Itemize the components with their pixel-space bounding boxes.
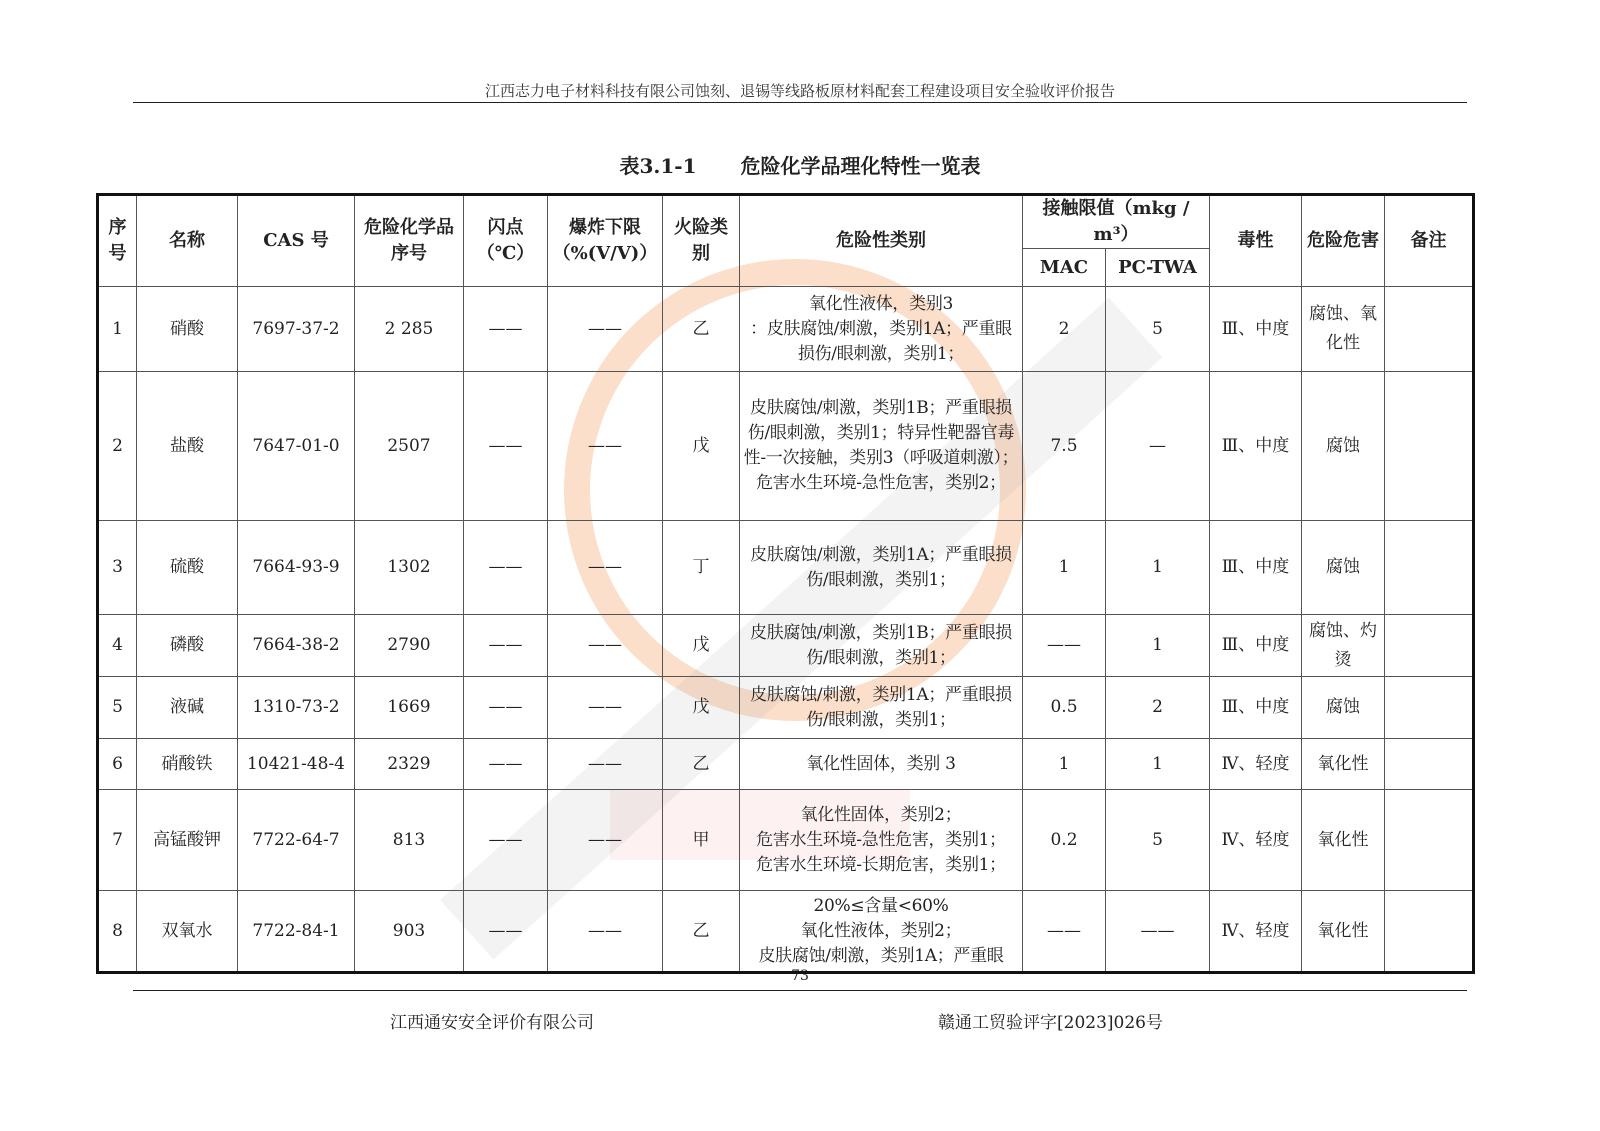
cell-harm: 腐蚀 (1302, 677, 1385, 739)
cell-hazno: 903 (355, 891, 464, 973)
cell-fire: 乙 (663, 287, 740, 372)
cell-cas: 7664-93-9 (238, 521, 355, 615)
cell-fire: 戊 (663, 372, 740, 521)
cell-hazcat: 20%≤含量<60% 氧化性液体，类别2； 皮肤腐蚀/刺激，类别1A；严重眼 (740, 891, 1023, 973)
cell-tox: Ⅳ、轻度 (1210, 739, 1302, 790)
table-title (0, 150, 1600, 179)
running-header: 江西志力电子材料科技有限公司蚀刻、退锡等线路板原材料配套工程建设项目安全验收评价报告 (484, 82, 1115, 100)
cell-mac: 1 (1023, 521, 1106, 615)
cell-flash: —— (464, 287, 548, 372)
cell-explo: —— (548, 739, 663, 790)
cell-mac: 1 (1023, 739, 1106, 790)
col-hazcat: 危险性类别 (740, 195, 1023, 287)
table-number: 表3.1-1 (619, 154, 697, 178)
cell-hazcat: 氧化性液体，类别3 ：皮肤腐蚀/刺激，类别1A；严重眼损伤/眼刺激，类别1； (740, 287, 1023, 372)
cell-mac: 0.2 (1023, 790, 1106, 891)
cell-hazcat: 皮肤腐蚀/刺激，类别1B；严重眼损伤/眼刺激，类别1； (740, 615, 1023, 677)
cell-seq: 5 (98, 677, 137, 739)
cell-cas: 7722-84-1 (238, 891, 355, 973)
cell-name: 硝酸 (137, 287, 238, 372)
col-flash: 闪点（℃） (464, 195, 548, 287)
cell-hazno: 2329 (355, 739, 464, 790)
cell-tox: Ⅳ、轻度 (1210, 790, 1302, 891)
cell-pctwa: 2 (1106, 677, 1210, 739)
cell-tox: Ⅳ、轻度 (1210, 891, 1302, 973)
cell-hazno: 2507 (355, 372, 464, 521)
table-row (98, 790, 1474, 891)
cell-seq: 1 (98, 287, 137, 372)
cell-hazno: 813 (355, 790, 464, 891)
cell-pctwa: 5 (1106, 287, 1210, 372)
footer-docno: 赣通工贸验评字[2023]026号 (938, 1013, 1163, 1033)
cell-name: 硫酸 (137, 521, 238, 615)
cell-seq: 3 (98, 521, 137, 615)
cell-note (1385, 790, 1474, 891)
header-rule (133, 102, 1467, 103)
cell-tox: Ⅲ、中度 (1210, 615, 1302, 677)
cell-fire: 乙 (663, 891, 740, 973)
table-row (98, 287, 1474, 372)
cell-explo: —— (548, 615, 663, 677)
col-seq: 序号 (98, 195, 137, 287)
col-name: 名称 (137, 195, 238, 287)
cell-hazcat: 氧化性固体，类别2； 危害水生环境-急性危害，类别1； 危害水生环境-长期危害，类别1； (740, 790, 1023, 891)
cell-name: 盐酸 (137, 372, 238, 521)
cell-flash: —— (464, 790, 548, 891)
col-fire: 火险类别 (663, 195, 740, 287)
cell-hazcat: 皮肤腐蚀/刺激，类别1A；严重眼损伤/眼刺激，类别1； (740, 521, 1023, 615)
cell-fire: 甲 (663, 790, 740, 891)
table-row (98, 739, 1474, 790)
cell-mac: 2 (1023, 287, 1106, 372)
footer-rule (133, 990, 1467, 991)
col-limit: 接触限值（mkg / m³） (1023, 195, 1210, 249)
col-cas: CAS 号 (238, 195, 355, 287)
cell-harm: 腐蚀、氧化性 (1302, 287, 1385, 372)
cell-cas: 7697-37-2 (238, 287, 355, 372)
cell-explo: —— (548, 677, 663, 739)
cell-tox: Ⅲ、中度 (1210, 287, 1302, 372)
cell-note (1385, 372, 1474, 521)
table-row (98, 891, 1474, 973)
cell-pctwa: — (1106, 372, 1210, 521)
cell-hazcat: 皮肤腐蚀/刺激，类别1A；严重眼损伤/眼刺激，类别1； (740, 677, 1023, 739)
cell-hazno: 1302 (355, 521, 464, 615)
cell-mac: —— (1023, 615, 1106, 677)
cell-explo: —— (548, 287, 663, 372)
chemical-properties-table (96, 193, 1475, 974)
cell-harm: 氧化性 (1302, 739, 1385, 790)
cell-cas: 7664-38-2 (238, 615, 355, 677)
cell-flash: —— (464, 677, 548, 739)
cell-name: 双氧水 (137, 891, 238, 973)
cell-flash: —— (464, 615, 548, 677)
cell-pctwa: —— (1106, 891, 1210, 973)
cell-hazcat: 氧化性固体，类别 3 (740, 739, 1023, 790)
cell-harm: 腐蚀 (1302, 372, 1385, 521)
cell-tox: Ⅲ、中度 (1210, 521, 1302, 615)
cell-note (1385, 739, 1474, 790)
footer-company: 江西通安安全评价有限公司 (390, 1013, 594, 1033)
table-row (98, 615, 1474, 677)
cell-name: 高锰酸钾 (137, 790, 238, 891)
cell-harm: 腐蚀 (1302, 521, 1385, 615)
cell-tox: Ⅲ、中度 (1210, 677, 1302, 739)
cell-pctwa: 5 (1106, 790, 1210, 891)
cell-hazno: 1669 (355, 677, 464, 739)
cell-note (1385, 677, 1474, 739)
cell-mac: —— (1023, 891, 1106, 973)
cell-hazno: 2790 (355, 615, 464, 677)
cell-cas: 10421-48-4 (238, 739, 355, 790)
cell-note (1385, 891, 1474, 973)
cell-seq: 8 (98, 891, 137, 973)
cell-fire: 丁 (663, 521, 740, 615)
col-tox: 毒性 (1210, 195, 1302, 287)
cell-seq: 7 (98, 790, 137, 891)
cell-mac: 7.5 (1023, 372, 1106, 521)
cell-fire: 戊 (663, 615, 740, 677)
cell-tox: Ⅲ、中度 (1210, 372, 1302, 521)
cell-cas: 1310-73-2 (238, 677, 355, 739)
cell-name: 液碱 (137, 677, 238, 739)
cell-explo: —— (548, 372, 663, 521)
page-number: 73 (791, 968, 809, 984)
col-note: 备注 (1385, 195, 1474, 287)
cell-name: 硝酸铁 (137, 739, 238, 790)
cell-flash: —— (464, 521, 548, 615)
cell-name: 磷酸 (137, 615, 238, 677)
cell-harm: 腐蚀、灼烫 (1302, 615, 1385, 677)
table-row (98, 677, 1474, 739)
cell-cas: 7722-64-7 (238, 790, 355, 891)
col-explo: 爆炸下限（%(V/V)） (548, 195, 663, 287)
cell-pctwa: 1 (1106, 615, 1210, 677)
table-row (98, 372, 1474, 521)
col-hazno: 危险化学品序号 (355, 195, 464, 287)
table-caption: 危险化学品理化特性一览表 (740, 154, 981, 178)
cell-hazcat: 皮肤腐蚀/刺激，类别1B；严重眼损伤/眼刺激，类别1；特异性靶器官毒性-一次接触，类别3（呼吸道刺激）；危害水生环境-急性危害，类别2； (740, 372, 1023, 521)
col-harm: 危险危害 (1302, 195, 1385, 287)
cell-harm: 氧化性 (1302, 891, 1385, 973)
cell-flash: —— (464, 372, 548, 521)
cell-pctwa: 1 (1106, 739, 1210, 790)
cell-seq: 6 (98, 739, 137, 790)
cell-explo: —— (548, 521, 663, 615)
cell-hazno: 2 285 (355, 287, 464, 372)
cell-flash: —— (464, 739, 548, 790)
cell-pctwa: 1 (1106, 521, 1210, 615)
table-row (98, 521, 1474, 615)
cell-seq: 2 (98, 372, 137, 521)
cell-explo: —— (548, 891, 663, 973)
cell-fire: 戊 (663, 677, 740, 739)
cell-mac: 0.5 (1023, 677, 1106, 739)
cell-cas: 7647-01-0 (238, 372, 355, 521)
col-mac: MAC (1023, 249, 1106, 287)
cell-fire: 乙 (663, 739, 740, 790)
cell-note (1385, 615, 1474, 677)
cell-explo: —— (548, 790, 663, 891)
cell-note (1385, 521, 1474, 615)
cell-seq: 4 (98, 615, 137, 677)
col-pctwa: PC-TWA (1106, 249, 1210, 287)
cell-note (1385, 287, 1474, 372)
cell-harm: 氧化性 (1302, 790, 1385, 891)
cell-flash: —— (464, 891, 548, 973)
